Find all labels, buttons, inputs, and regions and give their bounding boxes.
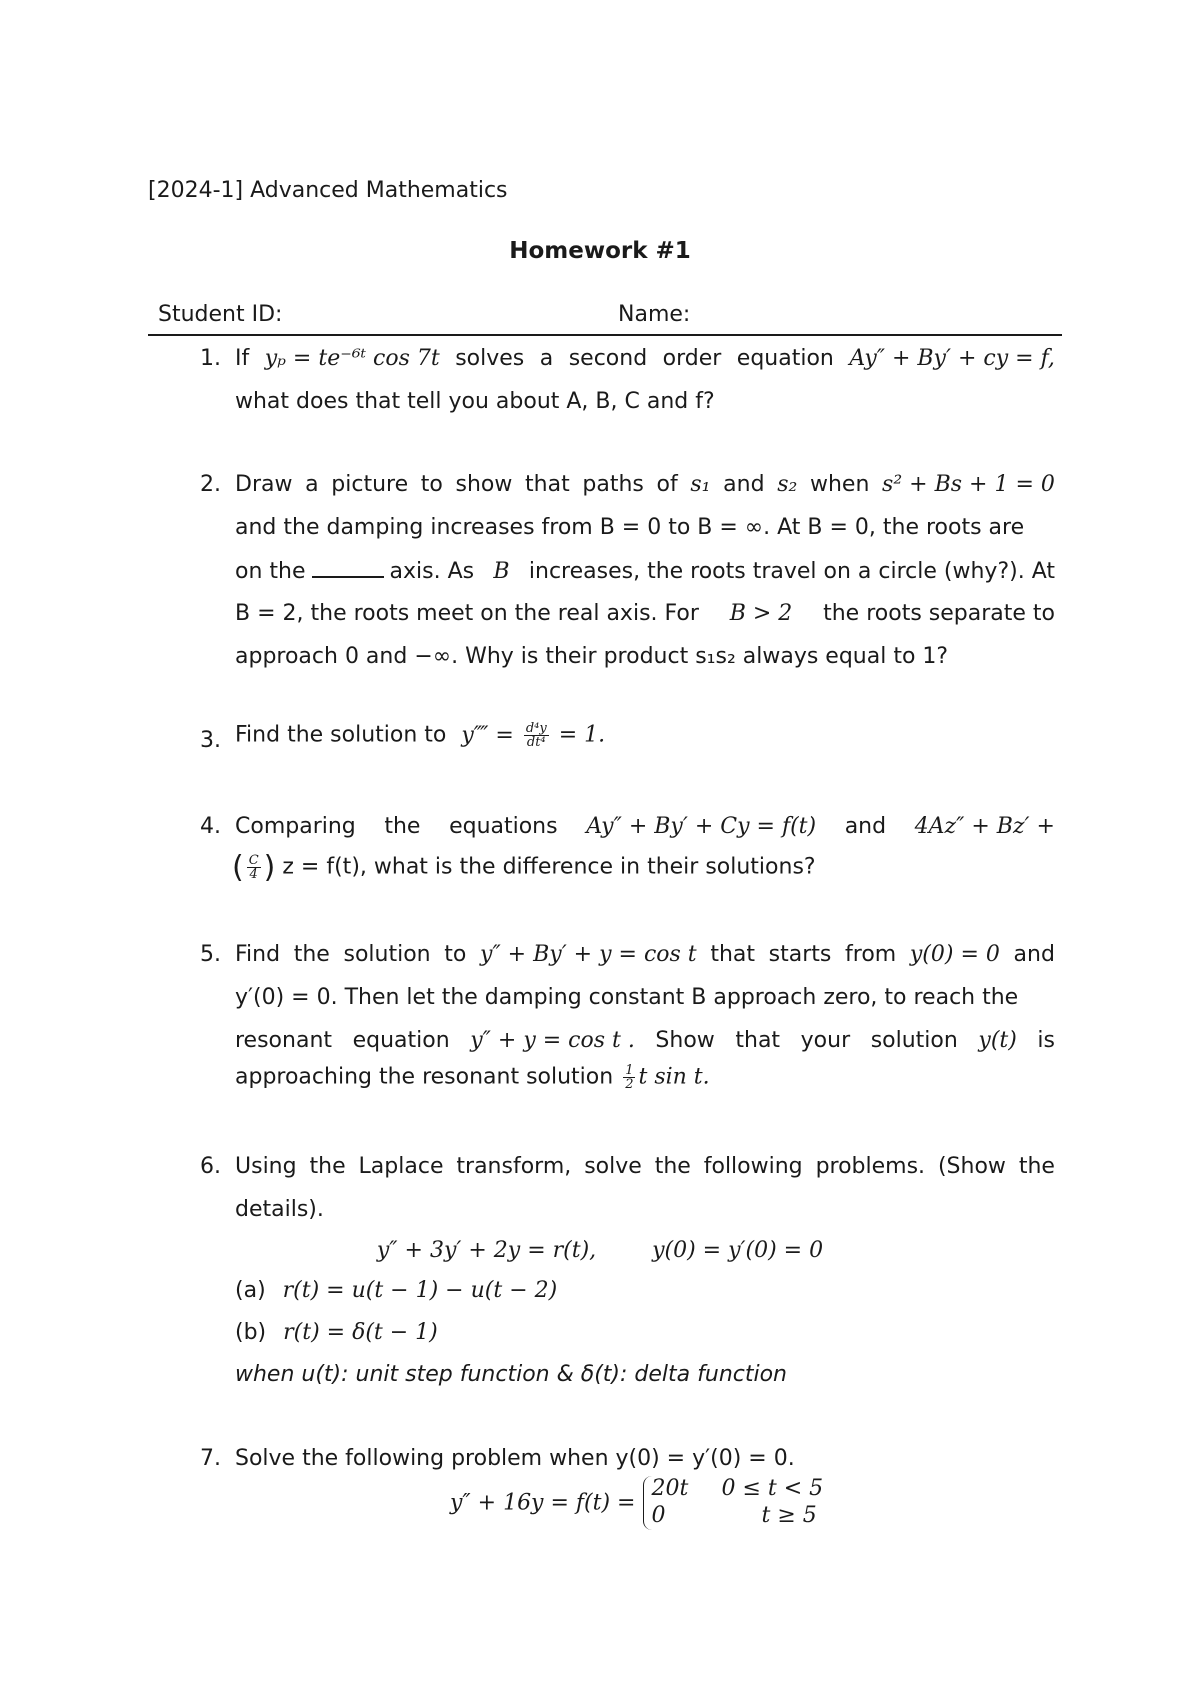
- problem-4-line-1: Comparing the equations Ay″ + By′ + Cy = f(t) and 4Az″ + Bz′ +: [235, 814, 1055, 839]
- one-half-fraction: $\frac{1}{2}$: [625, 1063, 634, 1092]
- homework-title: Homework #1: [509, 238, 691, 264]
- problem-6-note: when u(t): unit step function & δ(t): delta function: [235, 1362, 787, 1387]
- piecewise-cases: 20t 0 ≤ t < 5 0 t ≥ 5: [643, 1476, 824, 1530]
- problem-6-equation: y″ + 3y′ + 2y = r(t), y(0) = y′(0) = 0: [376, 1238, 824, 1263]
- problem-5-number: 5.: [200, 942, 221, 967]
- student-id-label: Student ID:: [158, 302, 283, 327]
- problem-5-line-3: resonant equation y″ + y = cos t . Show that your solution y(t) is: [235, 1028, 1055, 1053]
- problem-2-line-3: on the axis. As B increases, the roots travel on a circle (why?). At: [235, 559, 1055, 584]
- problem-5-line-4: approaching the resonant solution $\frac{1}{2}$ t sin t.: [235, 1063, 710, 1092]
- problem-2-line-5: approach 0 and −∞. Why is their product s₁s₂ always equal to 1?: [235, 644, 949, 669]
- course-title: [2024-1] Advanced Mathematics: [148, 178, 508, 203]
- problem-2-line-4: B = 2, the roots meet on the real axis. For B > 2 the roots separate to: [235, 601, 1055, 626]
- name-label: Name:: [618, 302, 691, 327]
- problem-5-line-1: Find the solution to y″ + By′ + y = cos t that starts from y(0) = 0 and: [235, 942, 1055, 967]
- answer-blank: [312, 558, 384, 578]
- problem-6-line-2: details).: [235, 1197, 324, 1222]
- problem-2-line-1: Draw a picture to show that paths of s₁ and s₂ when s² + Bs + 1 = 0: [235, 472, 1055, 497]
- problem-6-part-a: (a) r(t) = u(t − 1) − u(t − 2): [235, 1278, 558, 1303]
- problem-1-number: 1.: [200, 346, 221, 371]
- derivative-fraction: $\frac{\text{d⁴y}}{\text{dt⁴}}$: [525, 721, 547, 750]
- problem-3-text: Find the solution to y⁗ = $\frac{\text{d⁴y}}{\text{dt⁴}}$ = 1.: [235, 721, 606, 750]
- c-over-4-fraction: $\frac{C}{4}$: [248, 853, 259, 882]
- problem-4-number: 4.: [200, 814, 221, 839]
- header-divider: [148, 334, 1062, 336]
- problem-6-number: 6.: [200, 1154, 221, 1179]
- problem-3-number: 3.: [200, 728, 221, 753]
- problem-7-equation: y″ + 16y = f(t) = 20t 0 ≤ t < 5 0 t ≥ 5: [450, 1476, 824, 1528]
- problem-6-part-b: (b) r(t) = δ(t − 1): [235, 1320, 438, 1345]
- problem-7-number: 7.: [200, 1446, 221, 1471]
- problem-2-number: 2.: [200, 472, 221, 497]
- problem-5-line-2: y′(0) = 0. Then let the damping constant B approach zero, to reach the: [235, 985, 1019, 1010]
- problem-2-line-2: and the damping increases from B = 0 to B = ∞. At B = 0, the roots are: [235, 515, 1025, 540]
- problem-7-text: Solve the following problem when y(0) = y′(0) = 0.: [235, 1446, 795, 1471]
- problem-4-line-2: ( $\frac{C}{4}$ ) z = f(t), what is the difference in their solutions?: [232, 850, 816, 885]
- problem-1-line-1: If yₚ = te⁻⁶ᵗ cos 7t solves a second order equation Ay″ + By′ + cy = f,: [235, 346, 1055, 371]
- problem-1-line-2: what does that tell you about A, B, C and f?: [235, 389, 715, 414]
- problem-6-line-1: Using the Laplace transform, solve the following problems. (Show the: [235, 1154, 1055, 1179]
